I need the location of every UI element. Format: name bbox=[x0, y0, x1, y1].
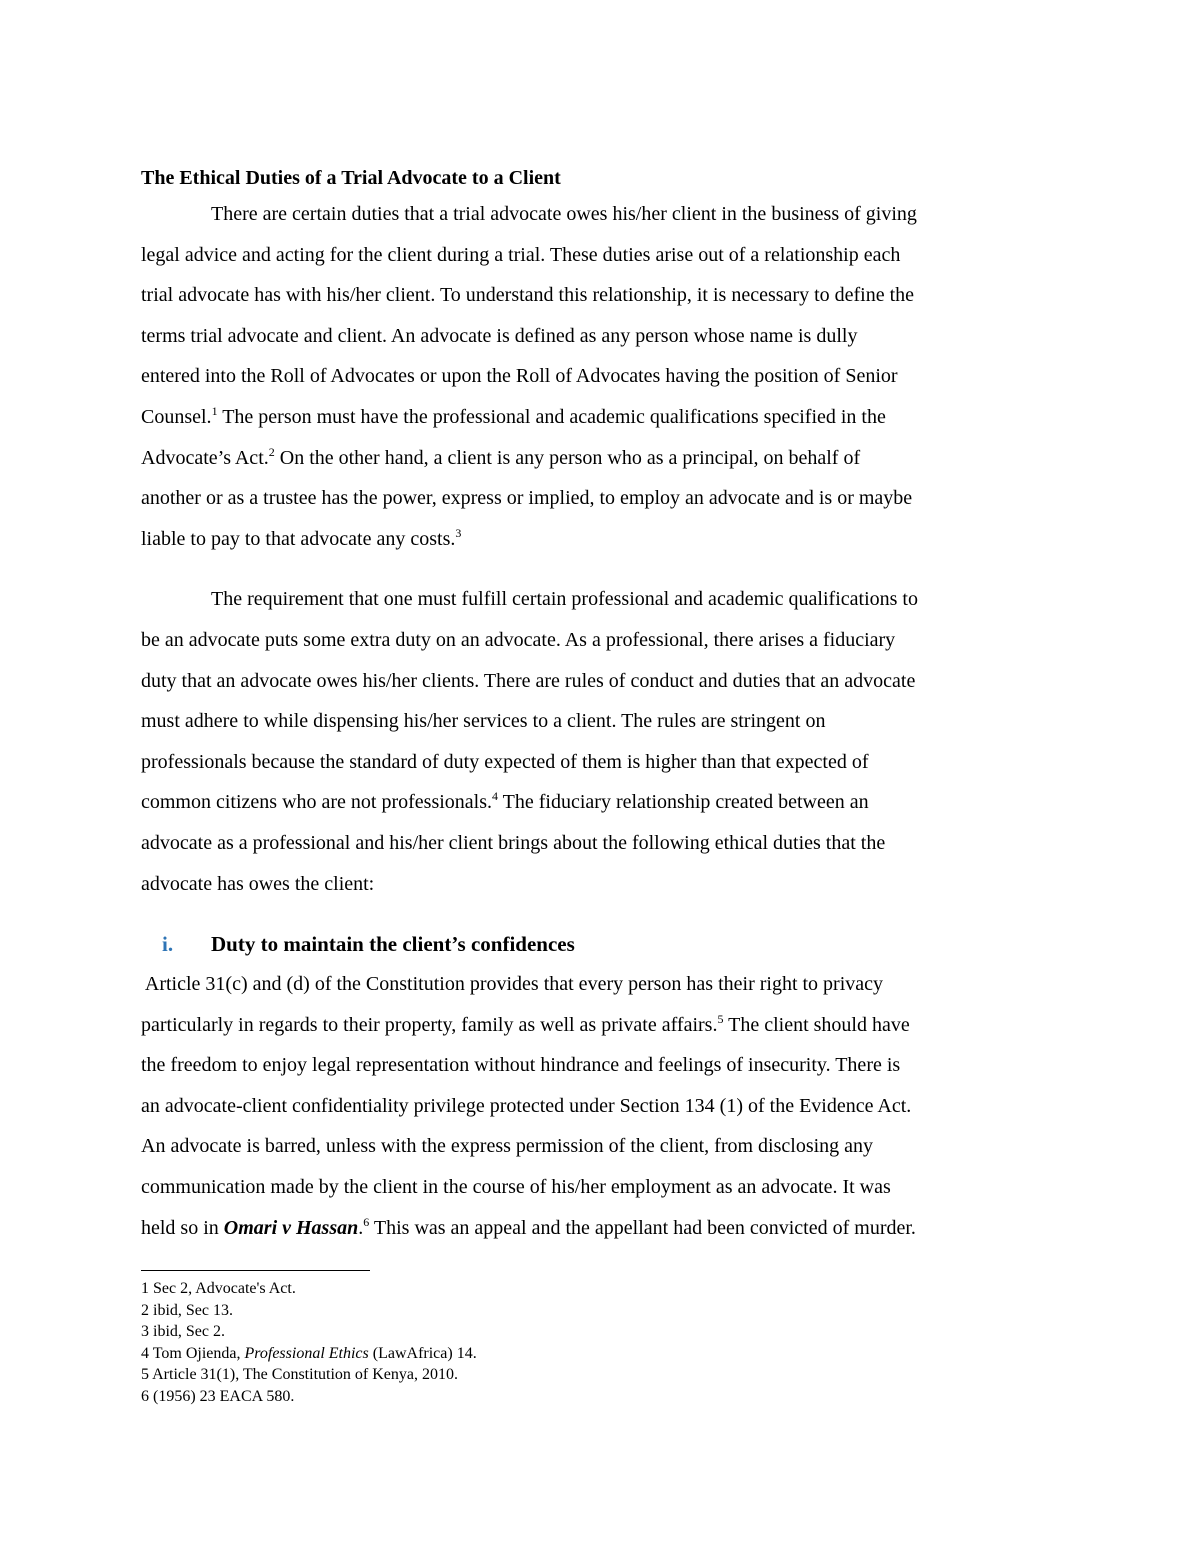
paragraph-line: another or as a trustee has the power, express or implied, to employ an advocate and is or maybe bbox=[141, 487, 913, 510]
footnote-3: 3 ibid, Sec 2. bbox=[141, 1323, 225, 1340]
paragraph-line: legal advice and acting for the client during a trial. These duties arise out of a relationship each bbox=[141, 243, 901, 266]
paragraph-line: Article 31(c) and (d) of the Constitution provides that every person has their right to privacy bbox=[141, 973, 884, 996]
footnote-text: 4 Tom Ojienda, bbox=[141, 1344, 245, 1362]
footnote-ref[interactable]: 3 bbox=[455, 525, 462, 540]
paragraph-line: terms trial advocate and client. An advocate is defined as any person whose name is dully bbox=[141, 324, 858, 347]
paragraph-line: advocate has owes the client: bbox=[141, 872, 375, 895]
paragraph-line: the freedom to enjoy legal representation without hindrance and feelings of insecurity. There is bbox=[141, 1054, 901, 1077]
paragraph-line bbox=[141, 782, 1056, 823]
line-text: This was an appeal and the appellant had been convicted of murder. bbox=[369, 1216, 916, 1239]
line-text: The fiduciary relationship created between an bbox=[498, 791, 869, 814]
book-title: Professional Ethics bbox=[244, 1344, 369, 1362]
paragraph-line: must adhere to while dispensing his/her services to a client. The rules are stringent on bbox=[141, 710, 826, 733]
section-heading-text: Duty to maintain the client’s confidences bbox=[211, 932, 575, 957]
document-body bbox=[141, 158, 1056, 1248]
footnote-ref[interactable]: 2 bbox=[268, 444, 275, 459]
line-text: liable to pay to that advocate any costs. bbox=[141, 527, 456, 550]
line-text: Advocate’s Act. bbox=[141, 446, 269, 469]
paragraph-line: duty that an advocate owes his/her clients. There are rules of conduct and duties that an advocate bbox=[141, 669, 916, 692]
paragraph-line: an advocate-client confidentiality privilege protected under Section 134 (1) of the Evidence Act. bbox=[141, 1094, 912, 1117]
paragraph-2 bbox=[141, 579, 1056, 904]
line-text: The client should have bbox=[723, 1013, 910, 1036]
paragraph-line: be an advocate puts some extra duty on an advocate. As a professional, there arises a fiduciary bbox=[141, 628, 896, 651]
line-text: common citizens who are not professionals. bbox=[141, 791, 493, 814]
paragraph-3 bbox=[141, 964, 1056, 1248]
footnote-ref[interactable]: 1 bbox=[211, 403, 218, 418]
line-text: particularly in regards to their property, family as well as private affairs. bbox=[141, 1013, 718, 1036]
paragraph-line: The requirement that one must fulfill certain professional and academic qualifications to bbox=[211, 588, 918, 611]
footnote-ref[interactable]: 4 bbox=[492, 789, 499, 804]
section-heading bbox=[141, 924, 1056, 964]
footnote-1: 1 Sec 2, Advocate's Act. bbox=[141, 1280, 296, 1297]
paragraph-line: advocate as a professional and his/her client brings about the following ethical duties that the bbox=[141, 831, 886, 854]
footnote-2: 2 ibid, Sec 13. bbox=[141, 1301, 233, 1319]
paragraph-line bbox=[141, 397, 1056, 438]
line-text: The person must have the professional and academic qualifications specified in the bbox=[217, 405, 886, 428]
footnote-text: (LawAfrica) 14. bbox=[368, 1344, 477, 1362]
paragraph-line: trial advocate has with his/her client. To understand this relationship, it is necessary to define the bbox=[141, 284, 915, 307]
footnote-6: 6 (1956) 23 EACA 580. bbox=[141, 1387, 295, 1405]
case-citation: Omari v Hassan bbox=[223, 1216, 359, 1239]
paragraph-line bbox=[141, 1208, 1056, 1249]
paragraph-line: communication made by the client in the course of his/her employment as an advocate. It was bbox=[141, 1176, 891, 1199]
document-title: The Ethical Duties of a Trial Advocate to a Client bbox=[141, 167, 561, 189]
paragraph-line: An advocate is barred, unless with the express permission of the client, from disclosing any bbox=[141, 1135, 874, 1158]
paragraph-line bbox=[141, 1005, 1056, 1046]
footnote-ref[interactable]: 6 bbox=[363, 1214, 370, 1229]
footnote-ref[interactable]: 5 bbox=[717, 1011, 724, 1026]
paragraph-line: professionals because the standard of duty expected of them is higher than that expected of bbox=[141, 750, 869, 773]
line-text: held so in bbox=[141, 1216, 224, 1239]
paragraph-line: entered into the Roll of Advocates or upon the Roll of Advocates having the position of Senior bbox=[141, 365, 898, 388]
list-number: i. bbox=[162, 932, 174, 957]
paragraph-1 bbox=[141, 194, 1056, 559]
line-text: . bbox=[358, 1216, 364, 1239]
footnote-separator bbox=[141, 1270, 370, 1271]
footnote-5: 5 Article 31(1), The Constitution of Kenya, 2010. bbox=[141, 1366, 458, 1383]
paragraph-line: There are certain duties that a trial advocate owes his/her client in the business of giving bbox=[211, 203, 917, 225]
footnote-4 bbox=[141, 1343, 477, 1365]
line-text: On the other hand, a client is any person who as a principal, on behalf of bbox=[274, 446, 861, 469]
paragraph-line bbox=[141, 519, 1056, 560]
line-text: Counsel. bbox=[141, 405, 212, 428]
paragraph-line bbox=[141, 438, 1056, 479]
footnotes bbox=[141, 1278, 477, 1407]
